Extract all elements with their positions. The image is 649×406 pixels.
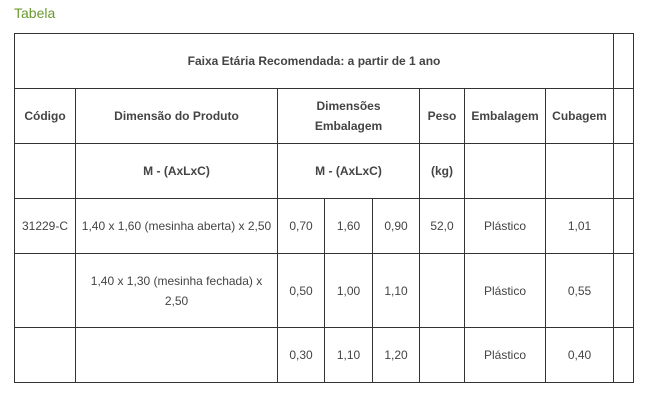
- cell-embalagem: Plástico: [465, 328, 546, 383]
- cell-codigo: [15, 328, 76, 383]
- cell-embalagem-a: 0,70: [278, 199, 325, 254]
- units-codigo: [15, 144, 76, 199]
- units-peso: (kg): [420, 144, 465, 199]
- cell-dimensao-produto: [76, 328, 278, 383]
- edge-cell: [614, 254, 634, 328]
- cell-cubagem: 1,01: [546, 199, 614, 254]
- header-dimensoes-embalagem: Dimensões Embalagem: [278, 89, 420, 144]
- table-row: [15, 254, 634, 328]
- units-dimensao-produto: M - (AxLxC): [76, 144, 278, 199]
- cell-embalagem-l: 1,60: [325, 199, 373, 254]
- header-cubagem: Cubagem: [546, 89, 614, 144]
- header-dimensao-produto: Dimensão do Produto: [76, 89, 278, 144]
- edge-cell: [614, 34, 634, 89]
- cell-dimensao-produto: 1,40 x 1,60 (mesinha aberta) x 2,50: [76, 199, 278, 254]
- units-cubagem: [546, 144, 614, 199]
- cell-peso: 52,0: [420, 199, 465, 254]
- cell-embalagem-l: 1,00: [325, 254, 373, 328]
- cell-codigo: 31229-C: [15, 199, 76, 254]
- header-embalagem: Embalagem: [465, 89, 546, 144]
- caption-row: [15, 34, 634, 89]
- cell-embalagem-a: 0,50: [278, 254, 325, 328]
- cell-dimensao-produto: 1,40 x 1,30 (mesinha fechada) x 2,50: [76, 254, 278, 328]
- cell-embalagem-c: 0,90: [373, 199, 420, 254]
- age-range-caption: Faixa Etária Recomendada: a partir de 1 ano: [15, 34, 614, 89]
- units-dimensoes-embalagem: M - (AxLxC): [278, 144, 420, 199]
- edge-cell: [614, 144, 634, 199]
- edge-cell: [614, 89, 634, 144]
- cell-peso: [420, 328, 465, 383]
- cell-embalagem-c: 1,10: [373, 254, 420, 328]
- table-row: [15, 328, 634, 383]
- cell-embalagem-c: 1,20: [373, 328, 420, 383]
- cell-embalagem-a: 0,30: [278, 328, 325, 383]
- cell-embalagem-l: 1,10: [325, 328, 373, 383]
- cell-peso: [420, 254, 465, 328]
- header-row: [15, 89, 634, 144]
- header-peso: Peso: [420, 89, 465, 144]
- units-row: [15, 144, 634, 199]
- table-row: [15, 199, 634, 254]
- units-embalagem: [465, 144, 546, 199]
- product-spec-table: [14, 33, 634, 383]
- cell-embalagem: Plástico: [465, 254, 546, 328]
- cell-cubagem: 0,55: [546, 254, 614, 328]
- cell-embalagem: Plástico: [465, 199, 546, 254]
- cell-codigo: [15, 254, 76, 328]
- cell-cubagem: 0,40: [546, 328, 614, 383]
- edge-cell: [614, 199, 634, 254]
- section-title: Tabela: [14, 5, 56, 21]
- header-codigo: Código: [15, 89, 76, 144]
- edge-cell: [614, 328, 634, 383]
